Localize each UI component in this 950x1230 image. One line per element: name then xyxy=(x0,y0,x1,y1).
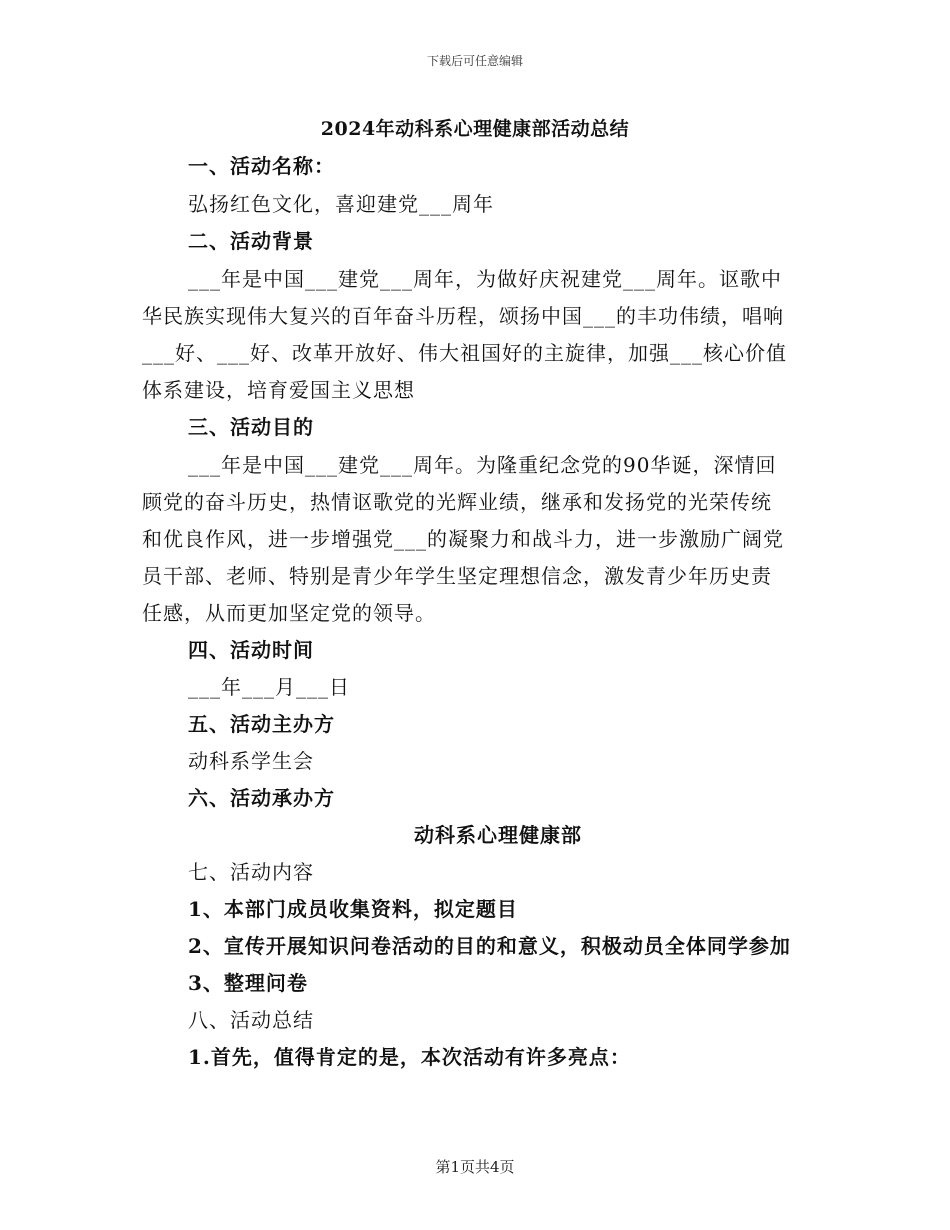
section-heading-organizer: 五、活动主办方 xyxy=(188,712,335,736)
background-line-1: ___年是中国___建党___周年，为做好庆祝建党___周年。讴歌中 xyxy=(188,267,782,291)
section-heading-summary: 八、活动总结 xyxy=(188,1008,314,1032)
content-item-3: 3、整理问卷 xyxy=(188,971,308,995)
background-line-4: 体系建设，培育爱国主义思想 xyxy=(142,378,415,402)
activity-name-text: 弘扬红色文化，喜迎建党___周年 xyxy=(188,192,494,216)
purpose-line-1: ___年是中国___建党___周年。为隆重纪念党的90华诞，深情回 xyxy=(188,453,777,477)
header-note: 下载后可任意编辑 xyxy=(426,54,523,68)
summary-point-1: 1.首先，值得肯定的是，本次活动有许多亮点： xyxy=(188,1045,631,1069)
content-item-2: 2、宣传开展知识问卷活动的目的和意义，积极动员全体同学参加 xyxy=(188,934,791,958)
page-number: 第1页共4页 xyxy=(435,1158,515,1176)
purpose-line-5: 任感，从而更加坚定党的领导。 xyxy=(142,601,436,625)
activity-time-text: ___年___月___日 xyxy=(188,675,350,699)
background-line-3: ___好、___好、改革开放好、伟大祖国好的主旋律，加强___核心价值 xyxy=(142,341,787,365)
purpose-line-3: 和优良作风，进一步增强党___的凝聚力和战斗力，进一步激励广阔党 xyxy=(142,527,784,551)
undertaker-text: 动科系心理健康部 xyxy=(414,823,582,847)
organizer-text: 动科系学生会 xyxy=(188,749,314,773)
document-title: 2024年动科系心理健康部活动总结 xyxy=(320,118,630,140)
section-heading-background: 二、活动背景 xyxy=(188,229,314,253)
purpose-line-4: 员干部、老师、特别是青少年学生坚定理想信念，激发青少年历史责 xyxy=(142,564,772,588)
purpose-line-2: 顾党的奋斗历史，热情讴歌党的光辉业绩，继承和发扬党的光荣传统 xyxy=(142,490,772,514)
section-heading-time: 四、活动时间 xyxy=(188,638,314,662)
content-item-1: 1、本部门成员收集资料，拟定题目 xyxy=(188,897,518,921)
section-heading-undertaker: 六、活动承办方 xyxy=(188,786,335,810)
section-heading-content: 七、活动内容 xyxy=(188,860,314,884)
section-heading-purpose: 三、活动目的 xyxy=(188,415,314,439)
background-line-2: 华民族实现伟大复兴的百年奋斗历程，颂扬中国___的丰功伟绩，唱响 xyxy=(142,304,784,328)
section-heading-name: 一、活动名称： xyxy=(188,154,335,178)
